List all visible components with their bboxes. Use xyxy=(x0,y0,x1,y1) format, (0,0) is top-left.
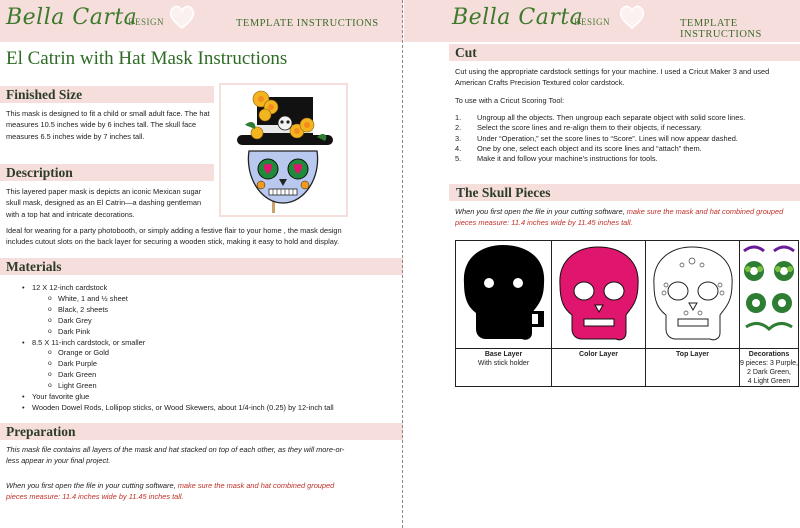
scoring-step xyxy=(455,123,785,133)
text-line: includes cutout slots on the back layer for securing a wooden stick, making it easy to hold and display. xyxy=(6,237,340,247)
brand-sub: DESIGN xyxy=(128,17,164,27)
skull-pieces-table xyxy=(455,240,799,387)
note-highlight: make sure the mask and hat combined grouped xyxy=(626,207,784,216)
color-layer-image xyxy=(552,241,646,349)
skull-pieces-heading: The Skull Pieces xyxy=(456,185,551,200)
text-line: This mask file contains all layers of the mask and hat stacked on top of each other, as they will more-or- xyxy=(6,445,345,454)
preparation-note xyxy=(6,480,401,503)
materials-item: o White, 1 and ½ sheet xyxy=(22,294,392,305)
materials-item: • 12 X 12-inch cardstock xyxy=(22,283,392,294)
cut-heading: Cut xyxy=(455,45,477,60)
piece-sub: With stick holder xyxy=(477,360,530,367)
color-layer-caption xyxy=(552,349,646,387)
step-text: Ungroup all the objects. Then ungroup each separate object with solid score lines. xyxy=(477,113,746,122)
heart-icon xyxy=(618,4,646,30)
text-line: measures 10.5 inches wide by 6 inches tall. The skull face xyxy=(6,120,197,130)
note-highlight: pieces measure: 11.4 inches wide by 11.45 inches tall. xyxy=(6,492,184,502)
heart-icon xyxy=(168,4,196,30)
materials-item: • Your favorite glue xyxy=(22,392,392,403)
materials-item: • Wooden Dowel Rods, Lollipop sticks, or Wood Skewers, about 1/4-inch (0.25) by 12-inch tall xyxy=(22,403,392,414)
text-line: Ideal for wearing for a party photobooth, or simply adding a festive flair to your home , the mask design xyxy=(6,226,342,235)
top-layer-skull xyxy=(646,241,739,345)
base-layer-caption xyxy=(456,349,552,387)
step-text: Select the score lines and re-align them to their objects, if necessary. xyxy=(477,123,702,133)
decorations-pieces xyxy=(740,241,798,345)
mask-image-frame xyxy=(219,83,348,217)
brand-sub: DESIGN xyxy=(574,17,610,27)
text-line: skull mask, designed as an El Catrin—a dashing gentleman xyxy=(6,198,202,208)
decorations-caption xyxy=(740,349,799,387)
decorations-image xyxy=(740,241,799,349)
materials-item: o Dark Purple xyxy=(22,359,392,370)
note-highlight: make sure the mask and hat combined grouped xyxy=(177,481,335,490)
text-line: less appear in your final project. xyxy=(6,456,111,466)
brand-logo: Bella Carta xyxy=(452,5,584,30)
text-line: measures 6.5 inches wide by 7 inches tall. xyxy=(6,131,145,141)
piece-label: Base Layer xyxy=(484,351,523,358)
piece-sub: 2 Dark Green, xyxy=(747,369,791,376)
text-line: Cut using the appropriate cardstock settings for your machine. I used a Cricut Maker 3 and used xyxy=(455,67,770,76)
materials-item: o Light Green xyxy=(22,381,392,392)
materials-item: • 8.5 X 11-inch cardstock, or smaller xyxy=(22,338,392,349)
materials-item: o Dark Grey xyxy=(22,316,392,327)
skull-pieces-note xyxy=(455,206,795,229)
scoring-step xyxy=(455,154,785,164)
step-number: 5. xyxy=(455,154,462,164)
materials-item: o Dark Pink xyxy=(22,327,392,338)
page-divider xyxy=(402,0,403,528)
piece-sub: 4 Light Green xyxy=(747,378,791,385)
skull-mask-illustration xyxy=(221,85,346,215)
text-line: with a top hat and intricate decorations. xyxy=(6,209,135,219)
scoring-step xyxy=(455,113,785,123)
base-layer-skull xyxy=(456,241,551,345)
cut-text xyxy=(455,66,800,89)
scoring-intro: To use with a Cricut Scoring Tool: xyxy=(455,96,565,105)
text-line: This mask is designed to fit a child or small adult face. The hat xyxy=(6,109,210,118)
materials-heading: Materials xyxy=(6,259,62,274)
step-text: One by one, select each object and its score lines and “attach” them. xyxy=(477,143,702,153)
scoring-step xyxy=(455,134,785,144)
description-text-2 xyxy=(6,225,401,248)
scoring-step xyxy=(455,144,785,154)
step-text: Make it and follow your machine’s instructions for tools. xyxy=(477,154,658,164)
piece-sub: 9 pieces: 3 Purple, xyxy=(740,360,798,367)
note-text: When you first open the file in your cutting software, xyxy=(6,481,178,490)
step-number: 3. xyxy=(455,133,462,143)
page-header xyxy=(404,0,800,42)
description-text xyxy=(6,186,220,220)
finished-size-text xyxy=(6,108,220,142)
scoring-steps xyxy=(455,113,785,164)
page-header xyxy=(0,0,403,42)
text-line: American Crafts Precision Textured color cardstock. xyxy=(455,78,625,88)
description-heading: Description xyxy=(6,165,73,180)
materials-list xyxy=(22,283,392,414)
piece-label: Color Layer xyxy=(579,351,618,358)
header-title: TEMPLATE INSTRUCTIONS xyxy=(236,18,379,29)
section-bar xyxy=(449,44,800,61)
text-line: This layered paper mask is depicts an iconic Mexican sugar xyxy=(6,187,202,196)
preparation-text xyxy=(6,444,401,467)
note-text: When you first open the file in your cutting software, xyxy=(455,207,627,216)
step-number: 1. xyxy=(455,113,462,122)
top-layer-image xyxy=(646,241,740,349)
step-number: 4. xyxy=(455,143,462,153)
color-layer-skull xyxy=(552,241,645,345)
page-title: El Catrin with Hat Mask Instructions xyxy=(6,48,288,69)
step-number: 2. xyxy=(455,123,462,133)
step-text: Under “Operation,” set the score lines to “Score”. Lines will now appear dashed. xyxy=(477,133,738,143)
brand-logo: Bella Carta xyxy=(6,5,138,30)
materials-item: o Black, 2 sheets xyxy=(22,305,392,316)
piece-label: Top Layer xyxy=(676,351,709,358)
materials-item: o Orange or Gold xyxy=(22,348,392,359)
base-layer-image xyxy=(456,241,552,349)
top-layer-caption xyxy=(646,349,740,387)
piece-label: Decorations xyxy=(748,351,790,358)
note-highlight: pieces measure: 11.4 inches wide by 11.45 inches tall. xyxy=(455,218,633,228)
materials-item: o Dark Green xyxy=(22,370,392,381)
header-title: TEMPLATE INSTRUCTIONS xyxy=(680,18,762,40)
finished-size-heading: Finished Size xyxy=(6,87,83,102)
preparation-heading: Preparation xyxy=(6,424,76,439)
